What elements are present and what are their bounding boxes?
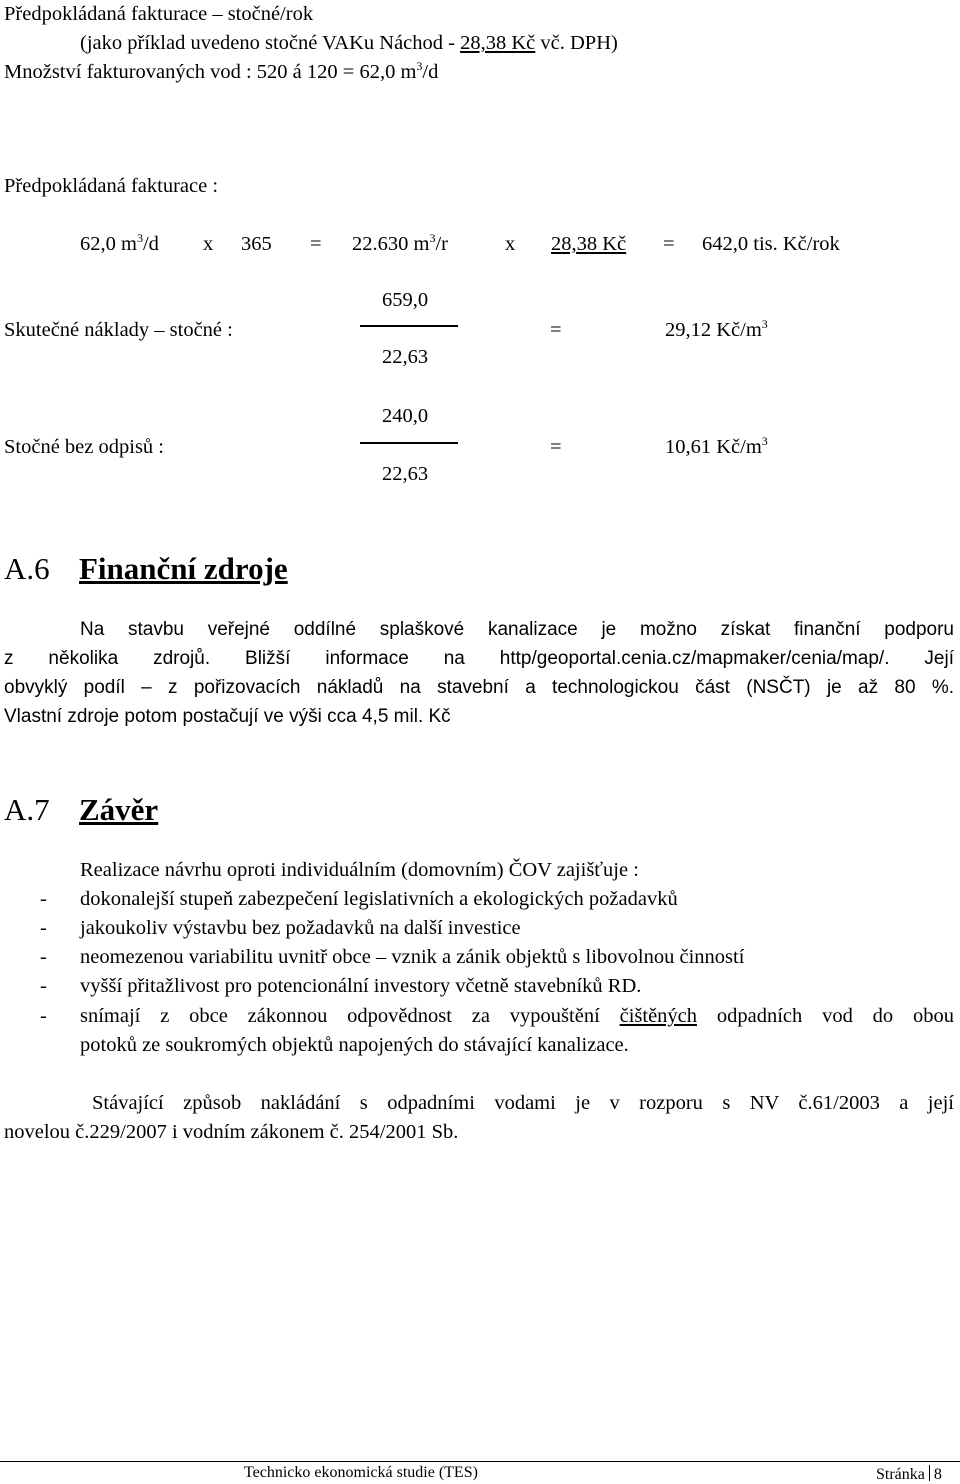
bullet-dash: - [40, 917, 47, 939]
calc-price: 28,38 Kč [551, 233, 627, 255]
list-item: neomezenou variabilitu uvnitř obce – vznik a zánik objektů s libovolnou činností [80, 946, 745, 968]
intro-line-2-pre: (jako příklad uvedeno stočné VAKu Náchod - [80, 32, 461, 54]
calc-times-1: x [203, 233, 214, 255]
section-a6-heading [4, 553, 50, 584]
section-a6-number: A.6 [4, 551, 50, 586]
list-item-5-pre: snímají z obce zákonnou odpovědnost za vypouštění [80, 1005, 620, 1027]
fraction-2-result [665, 434, 768, 458]
intro-line-3-post: /d [422, 61, 439, 83]
fraction-1-label: Skutečné náklady – stočné : [4, 319, 233, 341]
section-a7-title: Závěr [79, 792, 159, 827]
footer-page-number: 8 [933, 1466, 942, 1483]
fraction-1-result-value: 29,12 Kč/m [665, 319, 762, 341]
fraction-1-denominator: 22,63 [382, 346, 429, 368]
intro-line-3-sup: 3 [416, 59, 423, 73]
bullet-dash: - [40, 975, 47, 997]
section-a7-heading [4, 794, 50, 825]
fraction-2-result-sup: 3 [761, 434, 768, 448]
fraction-1-result [665, 317, 768, 341]
bullet-dash: - [40, 1005, 47, 1027]
section-a6-line-1: Na stavbu veřejné oddílné splaškové kanalizace je možno získat finanční podporu [80, 619, 954, 640]
fraction-1-bar [360, 325, 458, 327]
section-a6-line-3: obvyklý podíl – z pořizovacích nákladů na stavební a technologickou část (NSČT) je až 80 %. [4, 677, 954, 698]
calc-volume-unit: /d [142, 233, 159, 255]
section-a6-line-2: z několika zdrojů. Bližší informace na http/geoportal.cenia.cz/mapmaker/cenia/map/. Její [4, 648, 954, 669]
intro-line-3 [4, 59, 439, 83]
fraction-1-numerator: 659,0 [382, 289, 429, 311]
calc-yearly-unit: /r [435, 233, 448, 255]
calc-times-2: x [505, 233, 516, 255]
calc-volume-value: 62,0 m [80, 233, 137, 255]
fraction-2-bar [360, 442, 458, 444]
bullet-dash: - [40, 888, 47, 910]
calc-equals-1: = [310, 233, 322, 255]
calc-yearly-sup: 3 [429, 231, 436, 245]
list-item-5 [80, 1006, 954, 1027]
fraction-1-equals: = [550, 319, 562, 341]
calc-equals-2: = [663, 233, 675, 255]
bullet-dash: - [40, 946, 47, 968]
list-item-5-post: odpadních vod do obou [697, 1005, 954, 1027]
section-a7-intro: Realizace návrhu oproti individuálním (domovním) ČOV zajišťuje : [80, 859, 639, 881]
footer-page-label: Stránka [876, 1466, 925, 1483]
calc-days: 365 [241, 233, 272, 255]
intro-line-2-price: 28,38 Kč [460, 32, 536, 54]
list-item: dokonalejší stupeň zabezpečení legislativních a ekologických požadavků [80, 888, 678, 910]
list-item-5-line-2: potoků ze soukromých objektů napojených do stávající kanalizace. [80, 1034, 629, 1056]
footer-separator [929, 1465, 930, 1481]
calc-volume [80, 231, 159, 255]
intro-line-3-pre: Množství fakturovaných vod : 520 á 120 = 62,0 m [4, 61, 417, 83]
calc-total: 642,0 tis. Kč/rok [702, 233, 840, 255]
calc-volume-sup: 3 [136, 231, 143, 245]
closing-line-2: novelou č.229/2007 i vodním zákonem č. 254/2001 Sb. [4, 1121, 459, 1143]
footer-page [876, 1465, 942, 1483]
fraction-2-equals: = [550, 436, 562, 458]
intro-line-1: Předpokládaná fakturace – stočné/rok [4, 3, 314, 25]
fraction-1-result-sup: 3 [761, 317, 768, 331]
section-a6-line-4: Vlastní zdroje potom postačují ve výši cca 4,5 mil. Kč [4, 706, 451, 727]
calc-label: Předpokládaná fakturace : [4, 175, 219, 197]
section-a6-title: Finanční zdroje [79, 551, 288, 586]
fraction-2-label: Stočné bez odpisů : [4, 436, 164, 458]
fraction-2-result-value: 10,61 Kč/m [665, 436, 762, 458]
list-item: jakoukoliv výstavbu bez požadavků na další investice [80, 917, 521, 939]
list-item: vyšší přitažlivost pro potencionální investory včetně stavebníků RD. [80, 975, 642, 997]
section-a7-number: A.7 [4, 792, 50, 827]
fraction-2-numerator: 240,0 [382, 405, 429, 427]
intro-line-2 [80, 33, 618, 54]
footer-rule [0, 1461, 960, 1462]
intro-line-2-post: vč. DPH) [535, 32, 618, 54]
closing-line-1: Stávající způsob nakládání s odpadními vodami je v rozporu s NV č.61/2003 a její [92, 1092, 954, 1114]
calc-yearly [352, 231, 448, 255]
fraction-2-denominator: 22,63 [382, 463, 429, 485]
footer-title: Technicko ekonomická studie (TES) [244, 1464, 478, 1481]
list-item-5-underlined: čištěných [619, 1005, 698, 1027]
calc-yearly-value: 22.630 m [352, 233, 430, 255]
